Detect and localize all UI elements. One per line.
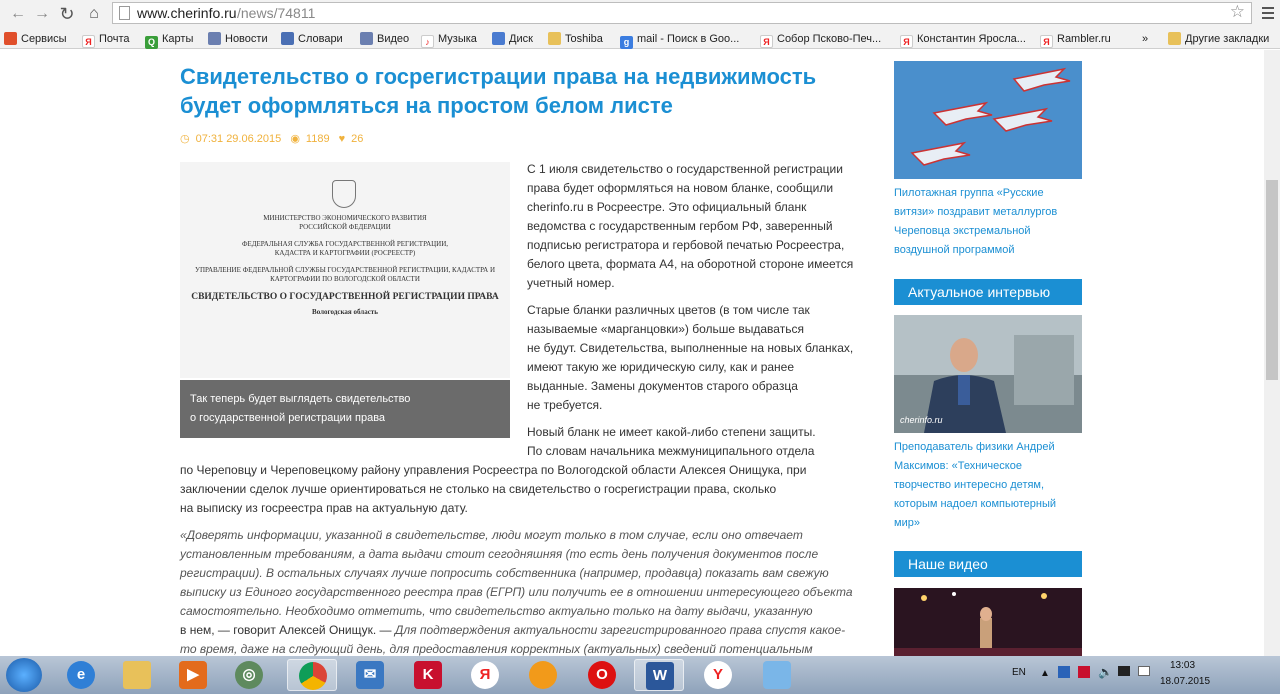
text-line: выданные. Замены документов старого образца <box>527 379 798 393</box>
text-line: выписку из Единого государственного реестра прав (ЕГРП) или получить ее в отношении интересующего объекта <box>180 585 853 599</box>
link-line: витязи» поздравит металлургов <box>894 206 1058 218</box>
opera-icon: O <box>588 661 616 689</box>
taskbar-ie[interactable] <box>56 659 106 691</box>
url-path: /news/74811 <box>237 5 316 21</box>
bookmark-item[interactable] <box>208 31 268 47</box>
video-heading: Наше видео <box>894 551 1082 577</box>
text-line: регистрации). В остальных случаях лучше попросить собственника (например, продавца) показать вам свежую <box>180 566 829 580</box>
text-line: ведомства с государственным гербом РФ, заверенный <box>527 219 833 233</box>
text-line: не требуется. <box>527 398 603 412</box>
folder-icon <box>123 661 151 689</box>
bookmark-item[interactable] <box>900 31 1026 47</box>
photo-watermark: cherinfo.ru <box>900 415 943 425</box>
start-button[interactable] <box>6 658 42 692</box>
maps-icon: Q <box>145 36 158 49</box>
yandex-icon: Я <box>82 35 95 48</box>
app-icon <box>529 661 557 689</box>
clock-time[interactable]: 13:03 <box>1170 660 1196 671</box>
yandex-icon: Я <box>471 661 499 689</box>
text-line: то время, даже на следующий день, для предоставления корректных (актуальных) сведений потенциальным <box>180 642 813 656</box>
photo-text: ФЕДЕРАЛЬНАЯ СЛУЖБА ГОСУДАРСТВЕННОЙ РЕГИСТРАЦИИ, <box>241 240 449 248</box>
article-title: Свидетельство о госрегистрации права на недвижимость будет оформляться на простом белом листе <box>180 64 817 118</box>
video-icon <box>360 32 373 45</box>
text-line: имеют такую же юридическую силу, как и ранее <box>527 360 795 374</box>
text-line <box>180 621 870 640</box>
bookmark-item[interactable] <box>548 31 603 47</box>
google-icon: g <box>620 36 633 49</box>
article-photo <box>180 162 510 378</box>
quote <box>180 526 870 656</box>
jets-illustration <box>894 61 1082 179</box>
stage-illustration <box>894 588 1082 656</box>
text-line: С 1 июля свидетельство о государственной регистрации <box>527 162 843 176</box>
kaspersky-icon: K <box>414 661 442 689</box>
caption-line: о государственной регистрации права <box>190 412 386 424</box>
bookmark-item[interactable] <box>760 31 881 47</box>
caption-line: Так теперь будет выглядеть свидетельство <box>190 393 411 405</box>
text-line: «Доверять информации, указанной в свидетельстве, люди могут только в том случае, если оно отвечает <box>180 528 803 542</box>
bookmark-item[interactable] <box>421 31 477 47</box>
photo-text: РОССИЙСКОЙ ФЕДЕРАЦИИ <box>299 223 391 231</box>
yandex-browser-icon: Y <box>704 661 732 689</box>
network-icon[interactable] <box>1058 666 1070 678</box>
bookmark-label: Диск <box>509 33 533 45</box>
quote-text: Для подтверждения актуальности зарегистрированного права спустя какое- <box>394 623 846 637</box>
like-count: 26 <box>351 133 364 145</box>
text-line: подписью регистратора и гербовой печатью Росреестра, <box>527 238 845 252</box>
taskbar-opera[interactable] <box>577 659 627 691</box>
page-icon <box>281 32 294 45</box>
link-line: Преподаватель физики Андрей <box>894 441 1055 453</box>
chrome-icon <box>299 662 327 690</box>
bookmark-label: Константин Яросла... <box>917 33 1026 45</box>
system-tray <box>1000 656 1280 694</box>
taskbar-yandex[interactable] <box>460 659 510 691</box>
text-line: заключении сделок лучше ориентироваться не столько на свидетельство о госрегистрации права, сколько <box>180 482 777 496</box>
paint-icon <box>763 661 791 689</box>
eye-icon: ◉ <box>290 133 300 145</box>
photo-text: УПРАВЛЕНИЕ ФЕДЕРАЛЬНОЙ СЛУЖБЫ ГОСУДАРСТВЕННОЙ РЕГИСТРАЦИИ, КАДАСТРА И <box>194 266 495 274</box>
bookmark-label: Сервисы <box>21 33 67 45</box>
bookmarks-bar <box>0 28 1280 49</box>
text-line: на выписку из госреестра прав на актуальную дату. <box>180 501 468 515</box>
interview-photo[interactable] <box>894 315 1082 433</box>
jets-link[interactable] <box>894 184 1082 260</box>
scrollbar-thumb[interactable] <box>1266 180 1278 380</box>
folder-icon <box>1168 32 1181 45</box>
bookmarks-overflow[interactable]: » <box>1142 33 1149 45</box>
bookmark-item[interactable] <box>1040 31 1111 47</box>
interview-link[interactable] <box>894 438 1082 533</box>
bookmark-item[interactable] <box>281 31 343 47</box>
battery-icon[interactable] <box>1118 666 1130 676</box>
page-icon <box>119 6 130 20</box>
taskbar-yandex-browser[interactable] <box>693 659 743 691</box>
ie-icon: e <box>67 661 95 689</box>
bookmark-label: Почта <box>99 33 130 45</box>
yandex-icon: Я <box>760 35 773 48</box>
text-line: не будут. Свидетельства, выполненные на новых бланках, <box>527 341 854 355</box>
photo-text: КАДАСТРА И КАРТОГРАФИИ (РОСРЕЕСТР) <box>274 249 416 257</box>
bookmark-label: Музыка <box>438 33 477 45</box>
taskbar-kaspersky[interactable] <box>403 659 453 691</box>
link-line: Череповца экстремальной <box>894 225 1031 237</box>
app-icon: ◎ <box>235 661 263 689</box>
bookmark-item[interactable] <box>145 31 193 47</box>
text-line: установленным требованиям, а дата выдачи стоит сегодняшняя (то есть день получения документов после <box>180 547 819 561</box>
home-icon[interactable]: ⌂ <box>89 5 99 22</box>
bookmark-label: Другие закладки <box>1185 33 1270 45</box>
article-time: 07:31 29.06.2015 <box>195 133 282 145</box>
bookmark-label: Словари <box>298 33 343 45</box>
photo-text: КАРТОГРАФИИ ПО ВОЛОГОДСКОЙ ОБЛАСТИ <box>270 275 420 283</box>
language-indicator[interactable]: EN <box>1012 667 1026 678</box>
taskbar-paint[interactable] <box>752 659 802 691</box>
emblem-icon <box>332 180 356 208</box>
photo-text: МИНИСТЕРСТВО ЭКОНОМИЧЕСКОГО РАЗВИТИЯ <box>263 214 427 222</box>
text-line: по Череповцу и Череповецкому району управления Росреестра по Вологодской области Алексея Онищука, при <box>180 463 807 477</box>
reload-icon[interactable]: ↻ <box>59 4 75 24</box>
bookmark-item[interactable] <box>360 31 409 47</box>
tray-arrow-icon[interactable]: ▲ <box>1040 668 1050 679</box>
other-bookmarks[interactable] <box>1168 31 1269 47</box>
address-bar[interactable] <box>112 2 1252 24</box>
clock-date[interactable]: 18.07.2015 <box>1160 676 1211 687</box>
url-host: www.cherinfo.ru <box>137 5 237 21</box>
bookmark-item[interactable] <box>4 31 67 47</box>
taskbar-explorer[interactable] <box>112 659 162 691</box>
photo-text: Вологодская область <box>312 308 378 316</box>
view-count: 1189 <box>305 133 330 145</box>
disk-icon <box>492 32 505 45</box>
mail-icon: ✉ <box>356 661 384 689</box>
taskbar-media[interactable] <box>168 659 218 691</box>
bookmark-label: Видео <box>377 33 410 45</box>
taskbar-app[interactable] <box>224 659 274 691</box>
taskbar-mail[interactable] <box>345 659 395 691</box>
link-line: Максимов: «Техническое <box>894 460 1022 472</box>
interview-heading: Актуальное интервью <box>894 279 1082 305</box>
media-icon: ▶ <box>179 661 207 689</box>
bookmark-star-icon[interactable]: ☆ <box>1229 2 1245 21</box>
link-line: Пилотажная группа «Русские <box>894 187 1044 199</box>
volume-icon[interactable]: 🔈 <box>1098 665 1113 679</box>
taskbar-app[interactable] <box>518 659 568 691</box>
link-line: которым надоел компьютерный <box>894 498 1057 510</box>
word-icon: W <box>646 662 674 690</box>
web-page <box>0 50 1264 656</box>
forward-icon[interactable]: → <box>34 5 50 22</box>
link-line: творчество интересно детям, <box>894 479 1045 491</box>
text-line: Старые бланки различных цветов (в том числе так <box>527 303 810 317</box>
page-icon <box>208 32 221 45</box>
heart-icon[interactable]: ♥ <box>338 133 346 145</box>
tray-icon[interactable] <box>1138 666 1150 676</box>
music-icon: ♪ <box>421 35 434 48</box>
kaspersky-tray-icon[interactable] <box>1078 666 1090 678</box>
text-line: По словам начальника межмуниципального отдела <box>527 444 815 458</box>
taskbar-chrome[interactable] <box>287 659 337 691</box>
taskbar-word[interactable] <box>634 659 684 691</box>
jets-photo[interactable] <box>894 61 1082 179</box>
paragraph-2 <box>527 301 867 415</box>
bookmark-item[interactable] <box>492 31 533 47</box>
bookmark-label: Rambler.ru <box>1057 33 1111 45</box>
text-line: учетный номер. <box>527 276 615 290</box>
video-thumbnail[interactable] <box>894 588 1082 656</box>
bookmark-item[interactable] <box>82 31 130 47</box>
bookmark-item[interactable] <box>620 31 739 47</box>
article-meta <box>180 132 369 145</box>
text-line: cherinfo.ru в Росреестре. Это официальный бланк <box>527 200 807 214</box>
text-line: называемые «марганцовки») больше выдаваться <box>527 322 804 336</box>
browser-toolbar <box>0 0 1280 28</box>
apps-icon <box>4 32 17 45</box>
text-line: Новый бланк не имеет какой-либо степени защиты. <box>527 425 816 439</box>
photo-text: СВИДЕТЕЛЬСТВО О ГОСУДАРСТВЕННОЙ РЕГИСТРАЦИИ ПРАВА <box>191 292 499 302</box>
quote-attribution: в нем, — говорит Алексей Онищук. — <box>180 623 395 637</box>
bookmark-label: Toshiba <box>565 33 603 45</box>
clock-icon: ◷ <box>180 133 190 145</box>
photo-caption <box>180 380 510 438</box>
browser-menu-icon[interactable] <box>1260 4 1276 22</box>
back-icon[interactable]: ← <box>10 5 26 22</box>
windows-taskbar <box>0 656 1280 694</box>
bookmark-label: mail - Поиск в Goo... <box>637 33 740 45</box>
text-line: самостоятельно. Необходимо отметить, что свидетельство актуально только на дату выдачи, указанную <box>180 604 813 618</box>
bookmark-label: Новости <box>225 33 268 45</box>
text-line: права будет оформляться на новом бланке, сообщили <box>527 181 834 195</box>
paragraph-1 <box>527 160 867 293</box>
bookmark-label: Собор Псково-Печ... <box>777 33 882 45</box>
yandex-icon: Я <box>900 35 913 48</box>
link-line: воздушной программой <box>894 244 1015 256</box>
folder-icon <box>548 32 561 45</box>
link-line: мир» <box>894 517 920 529</box>
text-line: белого цвета, формата А4, на оборотной стороне имеется <box>527 257 854 271</box>
bookmark-label: Карты <box>162 33 194 45</box>
yandex-icon: Я <box>1040 35 1053 48</box>
